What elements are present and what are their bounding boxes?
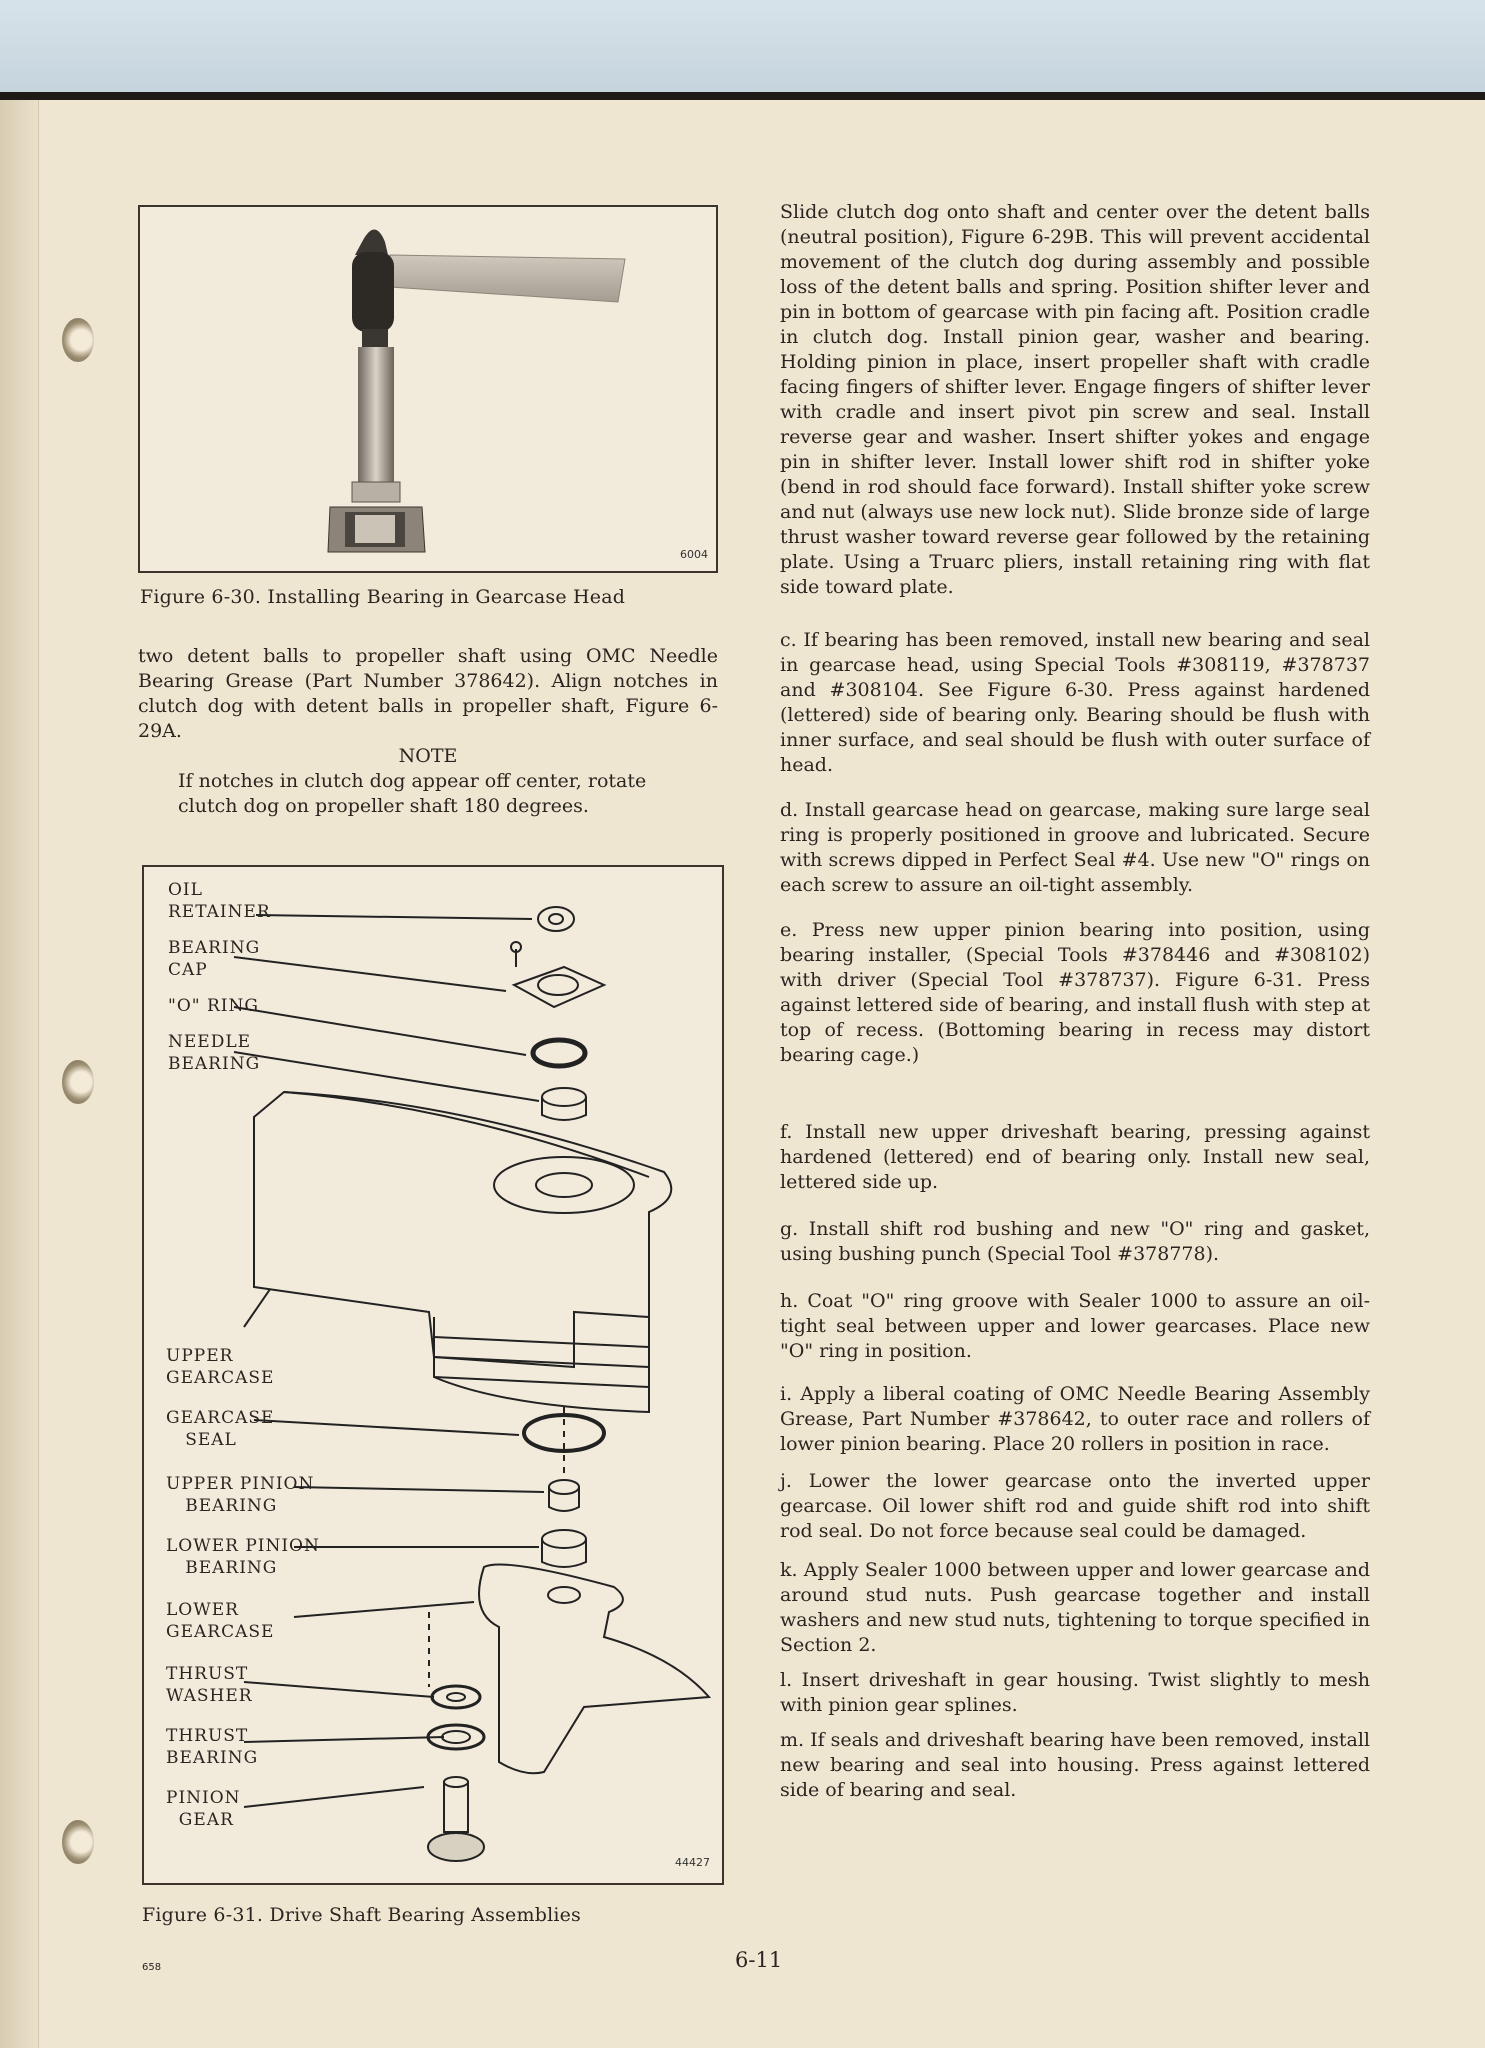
drawing-reference-number: 44427 (675, 1856, 710, 1869)
label-needle-bearing: NEEDLE BEARING (168, 1032, 261, 1074)
step-e-paragraph: e. Press new upper pinion bearing into position, using bearing installer, (Special Tools #378446 and #308102) with driver (Special Tool #378737). Figure 6-31. Press against lettered side of bearing, and install flush with step at top of recess. (Bottoming bearing in recess may distort bearing cage.) (780, 919, 1370, 1066)
step-j-paragraph: j. Lower the lower gearcase onto the inverted upper gearcase. Oil lower shift rod and guide shift rod into shift rod seal. Do not force because seal could be damaged. (780, 1470, 1370, 1542)
label-lower-pinion-bearing: LOWER PINION BEARING (166, 1536, 320, 1578)
step-d-paragraph: d. Install gearcase head on gearcase, making sure large seal ring is properly positioned in groove and lubricated. Secure with screws dipped in Perfect Seal #4. Use new "O" rings on each screw to assure an oil-tight assembly. (780, 799, 1370, 896)
label-upper-gearcase: UPPER GEARCASE (166, 1346, 275, 1388)
label-upper-pinion-bearing: UPPER PINION BEARING (166, 1474, 315, 1516)
assembly-intro-paragraph: Slide clutch dog onto shaft and center over the detent balls (neutral position), Figure 6-29B. This will prevent accidental movement of the clutch dog during assembly and possible loss of the detent balls and spring. Position shifter lever and pin in bottom of gearcase with pin facing aft. Position cradle in clutch dog. Install pinion gear, washer and bearing. Holding pinion in place, insert propeller shaft with cradle facing fingers of shifter lever. Engage fingers of shifter lever with cradle and insert pivot pin screw and seal. Install reverse gear and washer. Insert shifter yokes and engage pin in shifter lever. Install lower shift rod in shifter yoke (bend in rod should face forward). Install shifter yoke screw and nut (always use new lock nut). Slide bronze side of large thrust washer toward reverse gear followed by the retaining plate. Using a Truarc pliers, install retaining ring with flat side toward plate. (780, 201, 1370, 598)
binder-hole-bottom (62, 1820, 94, 1864)
photo-reference-number: 6004 (680, 548, 708, 561)
background-sky (0, 0, 1485, 100)
figure-6-30-photo (138, 205, 718, 573)
binder-hole-top (62, 318, 94, 362)
label-gearcase-seal: GEARCASE SEAL (166, 1408, 275, 1450)
right-column-text (780, 200, 1370, 1803)
label-o-ring: "O" RING (168, 996, 259, 1016)
page-number: 6-11 (735, 1948, 783, 1972)
step-c-paragraph: c. If bearing has been removed, install new bearing and seal in gearcase head, using Special Tools #308119, #378737 and #308104. See Figure 6-30. Press against hardened (lettered) side of bearing only. Bearing should be flush with inner surface, and seal should be flush with outer surface of head. (780, 629, 1370, 776)
step-l-paragraph: l. Insert driveshaft in gear housing. Twist slightly to mesh with pinion gear splines. (780, 1669, 1370, 1716)
note-body: If notches in clutch dog appear off center, rotate clutch dog on propeller shaft 180 degrees. (178, 770, 647, 817)
label-thrust-washer: THRUST WASHER (166, 1664, 253, 1706)
label-pinion-gear: PINION GEAR (166, 1788, 241, 1830)
print-code: 658 (142, 1962, 162, 1973)
step-m-paragraph: m. If seals and driveshaft bearing have been removed, install new bearing and seal into housing. Press against lettered side of bearing and seal. (780, 1729, 1370, 1801)
step-k-paragraph: k. Apply Sealer 1000 between upper and lower gearcase and around stud nuts. Push gearcase together and install washers and new stud nuts, tightening to torque specified in Section 2. (780, 1559, 1370, 1656)
label-lower-gearcase: LOWER GEARCASE (166, 1600, 275, 1642)
label-thrust-bearing: THRUST BEARING (166, 1726, 259, 1768)
step-i-paragraph: i. Apply a liberal coating of OMC Needle Bearing Assembly Grease, Part Number #378642, to outer race and rollers of lower pinion bearing. Place 20 rollers in position in race. (780, 1383, 1370, 1455)
note-title: NOTE (398, 745, 458, 767)
step-h-paragraph: h. Coat "O" ring groove with Sealer 1000 to assure an oil-tight seal between upper and lower gearcases. Place new "O" ring in position. (780, 1290, 1370, 1362)
label-oil-retainer: OIL RETAINER (168, 880, 271, 922)
figure-6-31-drawing (142, 865, 724, 1885)
detent-balls-paragraph: two detent balls to propeller shaft using OMC Needle Bearing Grease (Part Number 378642). Align notches in clutch dog with detent balls in propeller shaft, Figure 6-29A. (138, 645, 718, 742)
left-column-text (138, 644, 718, 819)
step-f-paragraph: f. Install new upper driveshaft bearing, pressing against hardened (lettered) end of bearing only. Install new seal, lettered side up. (780, 1121, 1370, 1193)
step-g-paragraph: g. Install shift rod bushing and new "O" ring and gasket, using bushing punch (Special Tool #378778). (780, 1218, 1370, 1265)
figure-6-31-caption: Figure 6-31. Drive Shaft Bearing Assemblies (142, 1904, 582, 1926)
bearing-installer-tool-image (140, 207, 716, 571)
figure-6-30-caption: Figure 6-30. Installing Bearing in Gearcase Head (140, 586, 626, 608)
binder-hole-middle (62, 1060, 94, 1104)
binding-edge (0, 100, 39, 2048)
label-bearing-cap: BEARING CAP (168, 938, 261, 980)
